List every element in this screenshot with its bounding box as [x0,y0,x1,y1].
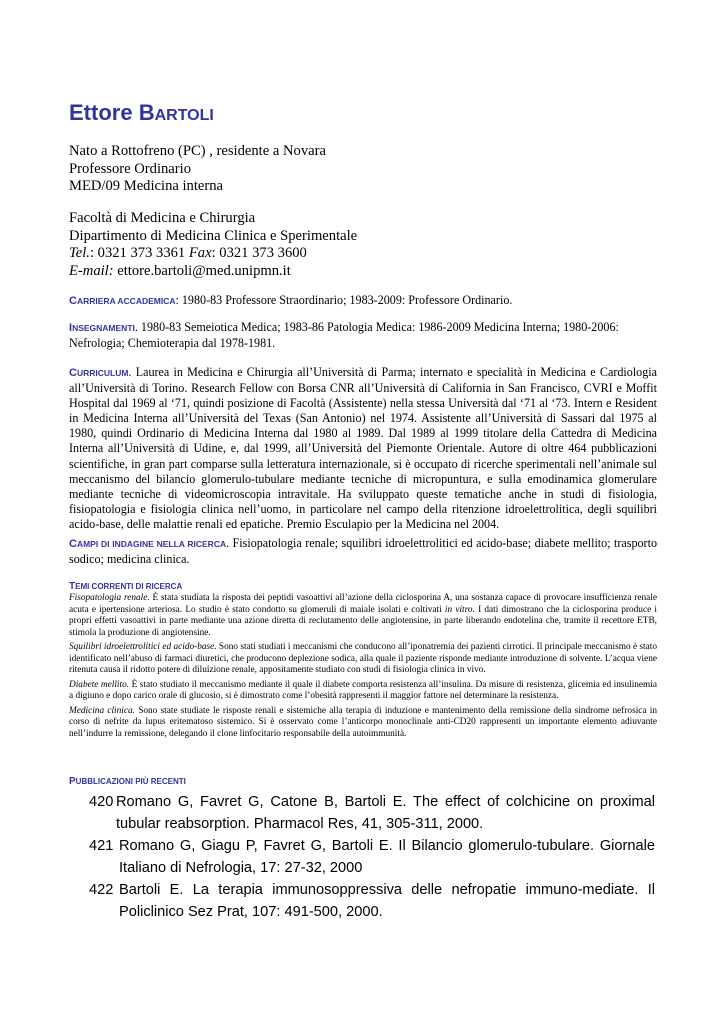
department-line: Dipartimento di Medicina Clinica e Sperimentale [69,227,358,244]
personal-info [69,143,659,196]
career-section [69,293,659,309]
title-line: Professore Ordinario [69,160,191,177]
phone-line [69,245,659,263]
publications-heading: PUBBLICAZIONI PIÙ RECENTI [69,776,186,787]
career-text: : 1980-83 Professore Straordinario; 1983-2009: Professore Ordinario. [175,293,513,307]
current-research-heading: TEMI CORRENTI DI RICERCA [69,581,183,592]
research-item-clinical: Medicina clinica. Sono state studiate le risposte renali e sistemiche alla terapia di induzione e mantenimento della remissione della sindrome nefrosica in corso di nefrite da lupus eritematoso sistemico. Si è osservato come l’anticorpo monoclinale anti-CD20 rappresenti un importante elemento adiuvante nell’indurre la remissione, delegando il clone linfocitario responsabile della autoimmunità. [69,705,657,739]
teaching-text-1: . 1980-83 Semeiotica Medica; 1983-86 Patologia Medica: 1986-2009 Medicina Interna; 1980-2006: [134,320,619,334]
last-name-initial: B [138,100,155,125]
birth-line: Nato a Rottofreno (PC) , residente a Novara [69,143,326,159]
list-item [89,791,655,835]
curriculum-text: . Laurea in Medicina e Chirurgia all’Università di Parma; internato e specialità in Medicina e Cardiologia all’Università di Torino. Research Fellow con Borsa CNR all’Università di California in San Francisco, CVRI e Moffit Hospital dal 1969 al ‘71, quindi posizione di Facoltà (Assistente) nella stessa Università dal ‘71 al ‘73. Intern e Resident in Medicina Interna all’Università del Texas (San Antonio) nel 1974. Assistente all’Università di Sassari dal 1975 al 1980, quindi Ordinario di Medicina Interna dal 1980 al 1989. Dal 1989 al 1999 titolare della Cattedra di Medicina Interna all’Università di Udine, e, dal 1999, all’Università del Piemonte Orientale. Autore di oltre 464 pubblicazioni scientifiche, in gran part comparse sulla letteratura internazionale, si è occupato di ricerche sperimentali nell’animale sul meccanismo del bilancio glomerulo-tubulare mediante tecniche di micropuntura, e sulla emodinamica glomerulare mediante tecniche di videomicroscopia intravitale. Ha sviluppato queste tematiche anche in studi di fisiologia, fisiopatologia e fisiologia clinica nell’uomo, in particolare nel campo della ritenzione idroelettrolitica, degli squilibri acido-base, delle malattie renali ed epatiche. Premio Esculapio per la Medicina nel 2004. [69,365,657,531]
fax-label: Fax [188,245,212,261]
publication-number: 421 [89,838,114,854]
email-line [69,263,659,281]
research-item-title: Squilibri idroelettrolitici ed acido-base. [69,642,217,652]
research-fields-heading: CAMPI DI INDAGINE NELLA RICERCA [69,538,227,550]
first-name: Ettore [69,100,133,125]
tel-label: Tel. [69,245,90,261]
research-item-title: Fisopatologia renale. [69,593,150,603]
publication-text: Romano G, Giagu P, Favret G, Bartoli E. Il Bilancio glomerulo-tubulare. Giornale Italiano di Nefrologia, 17: 27-32, 2000 [119,838,655,876]
current-research-section [69,581,657,740]
list-item [89,879,655,923]
curriculum-section [69,365,657,532]
list-item [89,835,655,879]
publications-section [69,776,657,788]
faculty-line: Facoltà di Medicina e Chirurgia [69,210,256,226]
research-fields-section [69,536,657,567]
research-item-diabetes: Diabete mellito. È stato studiato il meccanismo mediante il quale il diabete comporta resistenza all’insulina. Da misure di resistenza, glicemia ed insulinemia a digiuno e dopo carico orale di glucosio, si è dimostrato come l’obesità rappresenti il maggior fattore nel determinare la resistenza. [69,679,657,701]
research-item-electrolytes: Squilibri idroelettrolitici ed acido-base. Sono stati studiati i meccanismi che conducono all’iponatremia dei pazienti cirrotici. Il principale meccanismo è stato identificato nell’abuso di farmaci diuretici, che producono deplezione sodica, alla quale il paziente risponde mediante introduzione di solvente. L’acqua viene ritenuta causa il ridotto potere di diluizione renale, appositamente studiato con studi di fisiologia clinica in vivo. [69,642,657,675]
career-heading: CARRIERA ACCADEMICA [69,295,176,307]
publications-list [89,791,655,923]
research-item-title: Medicina clinica. [69,705,135,716]
tel-value: : 0321 373 3361 [89,245,189,261]
last-name-rest: ARTOLI [154,107,214,124]
publication-number: 420 [89,794,114,810]
publication-text: Romano G, Favret G, Catone B, Bartoli E. The effect of colchicine on proximal tubular reabsorption. Pharmacol Res, 41, 305-311, 2000. [116,794,655,832]
research-item-renal: Fisopatologia renale. È stata studiata la risposta dei peptidi vasoattivi all’azione della ciclosporina A, una sostanza capace di provocare insufficienza renale acuta e ipertensione arteriosa. Lo studio è stato condotto su glomeruli di maiale isolati e coltivati in vitro. I dati dimostrano che la ciclosporina produce i propri effetti vasoattivi in parte mediante una azione diretta di reclutamento delle angiotensine, in parte liberando endotelina che, tramite il recettore ETB, stimola la produzione di angiotensine. [69,593,657,638]
research-fields-text: . Fisiopatologia renale; squilibri idroelettrolitici ed acido-base; diabete mellito; trasporto sodico; medicina clinica. [69,536,657,567]
contact-info [69,210,659,280]
publication-text: Bartoli E. La terapia immunosoppressiva delle nefropatie immuno-mediate. Il Policlinico Sez Prat, 107: 491-500, 2000. [119,882,655,920]
teaching-text-2: Nefrologia; Chemioterapia dal 1978-1981. [69,336,276,351]
publication-number: 422 [89,882,114,898]
email-label: E-mail: [69,262,114,279]
sector-line: MED/09 Medicina interna [69,178,224,194]
teaching-section [69,320,659,351]
curriculum-heading: CURRICULUM [69,367,129,379]
page-title [69,100,214,126]
fax-value: : 0321 373 3600 [211,245,307,261]
research-item-title: Diabete mellito. [69,679,130,690]
teaching-heading: INSEGNAMENTI [69,322,135,334]
email-value[interactable]: ettore.bartoli@med.unipmn.it [113,262,291,279]
